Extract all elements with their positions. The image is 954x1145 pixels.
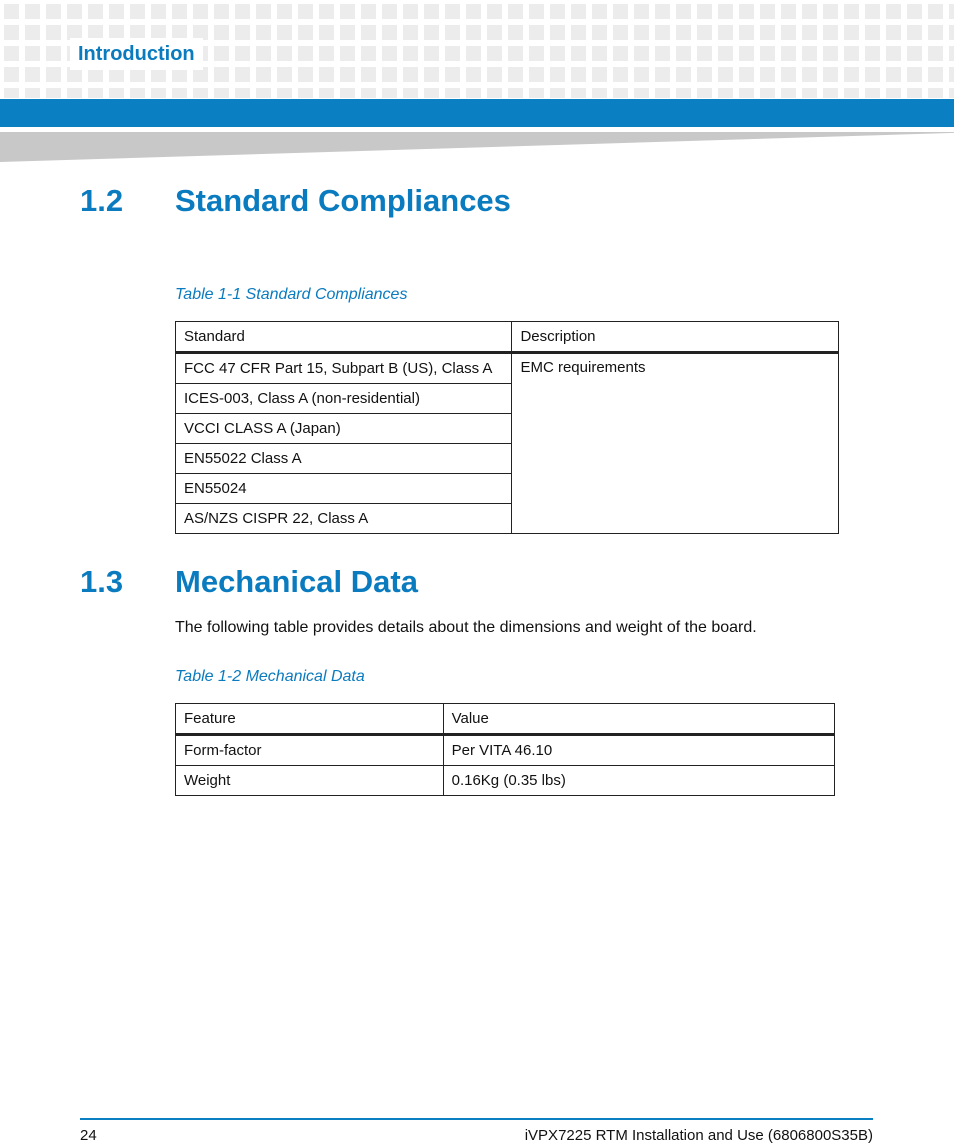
table-row (176, 766, 835, 796)
column-header-feature: Feature (176, 704, 444, 735)
table-row (176, 735, 835, 766)
column-header-standard: Standard (176, 322, 512, 353)
page-number: 24 (80, 1127, 97, 1144)
section-title: Mechanical Data (175, 564, 418, 599)
feature-cell: Weight (176, 766, 444, 796)
document-title: iVPX7225 RTM Installation and Use (6806800S35B) (524, 1127, 873, 1144)
section-heading-standard-compliances (80, 182, 511, 220)
standard-cell: FCC 47 CFR Part 15, Subpart B (US), Class A (176, 353, 512, 384)
footer-rule (80, 1118, 873, 1120)
table-header-row (176, 322, 839, 353)
header-band (0, 99, 954, 127)
standard-cell: EN55022 Class A (176, 444, 512, 474)
column-header-description: Description (512, 322, 839, 353)
mechanical-data-table (175, 703, 835, 796)
standard-compliances-table (175, 321, 839, 534)
standard-cell: EN55024 (176, 474, 512, 504)
value-cell: Per VITA 46.10 (443, 735, 834, 766)
page-header (0, 0, 954, 98)
section-title: Standard Compliances (175, 183, 511, 218)
header-wedge (0, 132, 954, 162)
table-header-row (176, 704, 835, 735)
table-caption-standard-compliances: Table 1-1 Standard Compliances (175, 286, 408, 303)
table-caption-mechanical-data: Table 1-2 Mechanical Data (175, 668, 365, 685)
value-cell: 0.16Kg (0.35 lbs) (443, 766, 834, 796)
standard-cell: AS/NZS CISPR 22, Class A (176, 504, 512, 534)
section-number: 1.3 (80, 564, 124, 599)
description-cell: EMC requirements (512, 353, 839, 534)
standard-cell: VCCI CLASS A (Japan) (176, 414, 512, 444)
mechanical-intro-paragraph: The following table provides details about the dimensions and weight of the board. (175, 619, 757, 636)
section-heading-mechanical-data (80, 563, 418, 601)
column-header-value: Value (443, 704, 834, 735)
feature-cell: Form-factor (176, 735, 444, 766)
standard-cell: ICES-003, Class A (non-residential) (176, 384, 512, 414)
chapter-title: Introduction (70, 38, 203, 70)
section-number: 1.2 (80, 183, 124, 218)
table-row (176, 353, 839, 384)
